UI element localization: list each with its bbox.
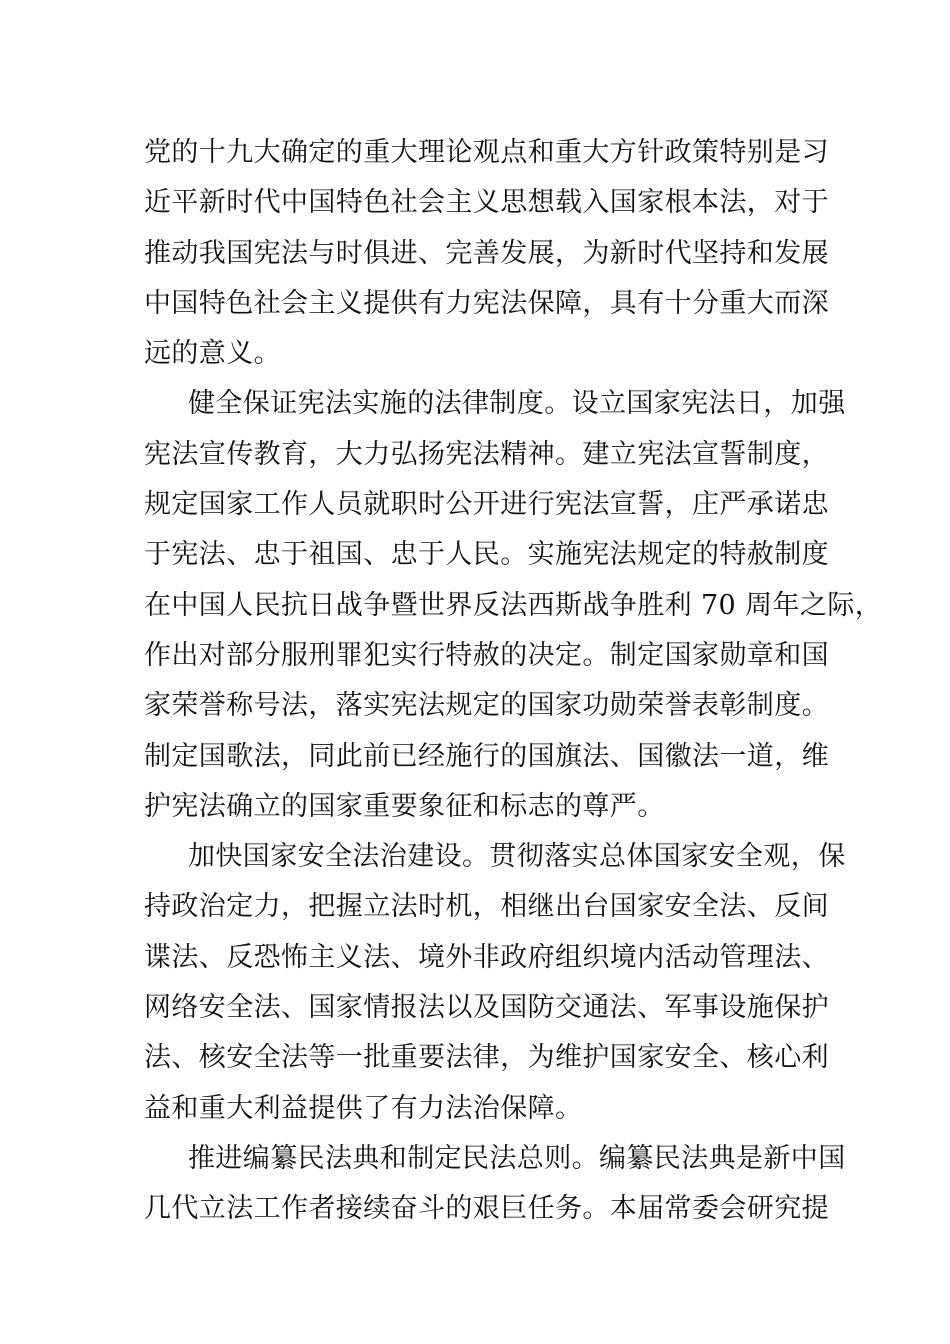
paragraph-national-security xyxy=(144,832,846,1134)
text-line: 推动我国宪法与时俱进、完善发展，为新时代坚持和发展 xyxy=(144,237,829,269)
text-line: 法、核安全法等一批重要法律，为维护国家安全、核心利 xyxy=(144,1042,829,1074)
text-line: 加快国家安全法治建设。贯彻落实总体国家安全观，保 xyxy=(188,841,846,873)
document-body xyxy=(144,128,883,1235)
text-line: 制定国歌法，同此前已经施行的国旗法、国徽法一道，维 xyxy=(144,740,829,772)
text-line: 党的十九大确定的重大理论观点和重大方针政策特别是习 xyxy=(144,137,829,168)
text-line: 规定国家工作人员就职时公开进行宪法宣誓，庄严承诺忠 xyxy=(144,489,829,521)
text-line: 护宪法确立的国家重要象征和标志的尊严。 xyxy=(144,790,665,822)
text-line: 于宪法、忠于祖国、忠于人民。实施宪法规定的特赦制度 xyxy=(144,539,829,571)
paragraph-civil-code xyxy=(144,1134,846,1235)
text-line: 近平新时代中国特色社会主义思想载入国家根本法，对于 xyxy=(144,187,829,219)
text-line: 在中国人民抗日战争暨世界反法西斯战争胜利 70 周年之际， xyxy=(144,589,883,621)
text-line: 几代立法工作者接续奋斗的艰巨任务。本届常委会研究提 xyxy=(144,1193,829,1225)
text-line: 中国特色社会主义提供有力宪法保障，具有十分重大而深 xyxy=(144,287,829,319)
text-line: 宪法宣传教育，大力弘扬宪法精神。建立宪法宣誓制度， xyxy=(144,438,829,470)
text-line: 远的意义。 xyxy=(144,338,281,370)
text-line: 推进编纂民法典和制定民法总则。编纂民法典是新中国 xyxy=(188,1142,846,1174)
text-line: 家荣誉称号法，落实宪法规定的国家功勋荣誉表彰制度。 xyxy=(144,690,829,722)
text-line: 作出对部分服刑罪犯实行特赦的决定。制定国家勋章和国 xyxy=(144,639,829,671)
text-line: 持政治定力，把握立法时机，相继出台国家安全法、反间 xyxy=(144,891,829,923)
paragraph-continued xyxy=(144,128,834,379)
text-line: 益和重大利益提供了有力法治保障。 xyxy=(144,1092,583,1124)
text-line: 谍法、反恐怖主义法、境外非政府组织境内活动管理法、 xyxy=(144,941,829,973)
text-line: 健全保证宪法实施的法律制度。设立国家宪法日，加强 xyxy=(188,388,846,420)
paragraph-constitution-implementation xyxy=(144,379,883,832)
text-line: 网络安全法、国家情报法以及国防交通法、军事设施保护 xyxy=(144,992,829,1024)
